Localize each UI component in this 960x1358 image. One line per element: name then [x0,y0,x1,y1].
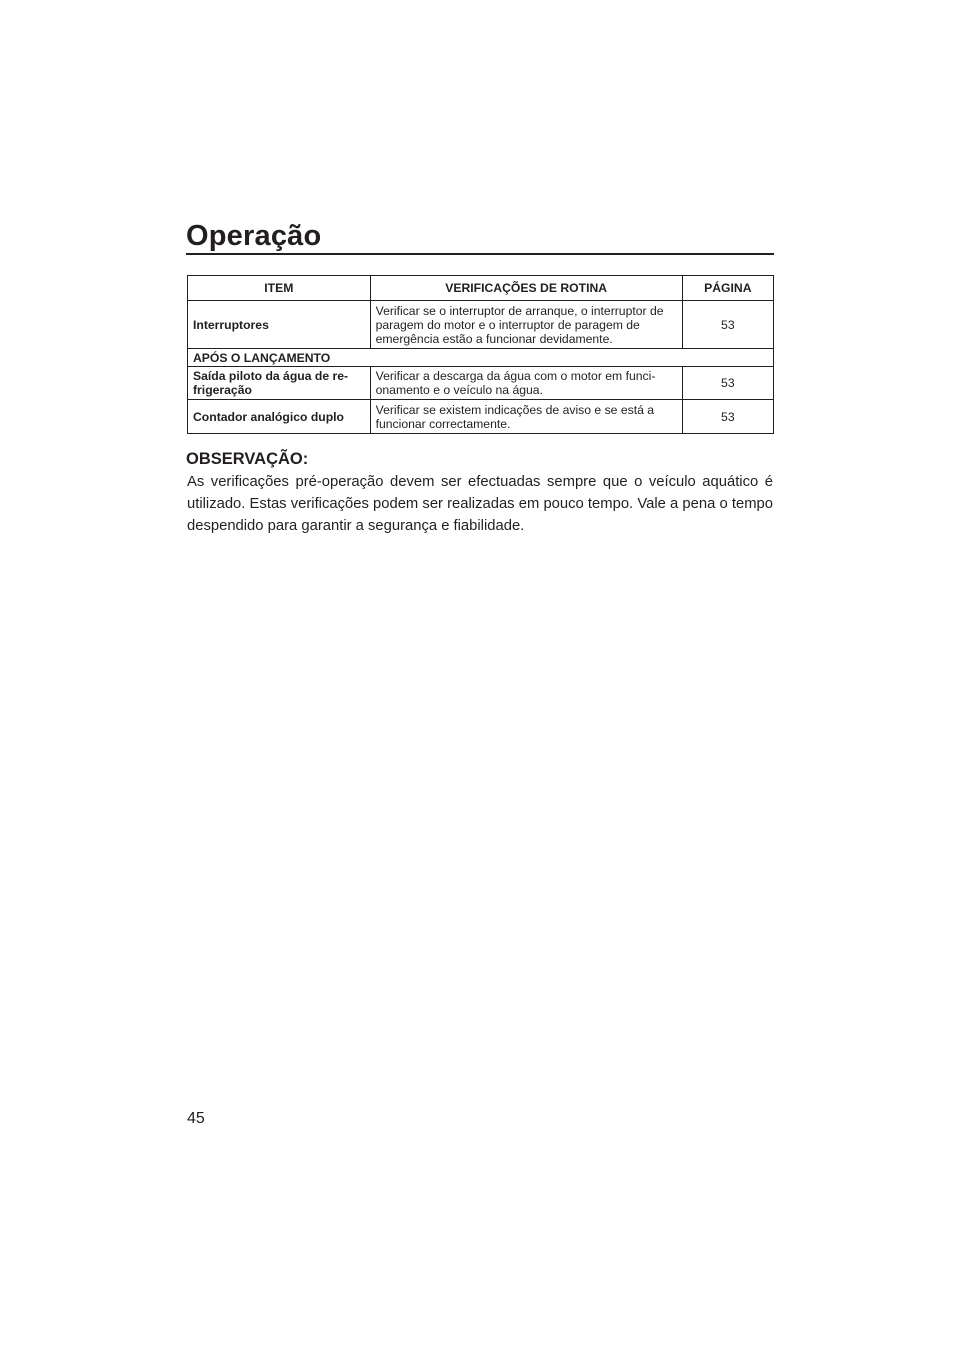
column-header-page: PÁGINA [682,276,773,301]
section-label: APÓS O LANÇAMENTO [188,349,774,367]
note-heading: OBSERVAÇÃO: [186,450,309,468]
row-check: Verificar a descarga da água com o motor em funci-onamento e o veículo na água. [370,367,682,400]
table-section-row [188,349,774,367]
row-page: 53 [682,367,773,400]
row-page: 53 [682,301,773,349]
row-page: 53 [682,400,773,434]
row-item: Saída piloto da água de re-frigeração [188,367,371,400]
row-check: Verificar se existem indicações de aviso e se está a funcionar correctamente. [370,400,682,434]
page-number: 45 [187,1110,205,1127]
note-paragraph: As verificações pré-operação devem ser efectuadas sempre que o veículo aquático é utilizado. Estas verificações podem ser realizadas em pouco tempo. Vale a pena o tempo despendido para garantir a segurança e fiabilidade. [187,474,773,534]
row-item: Interruptores [188,301,371,349]
routine-checks-table [187,275,774,434]
table-row [188,367,774,400]
title-divider [186,253,774,255]
page-title: Operação [186,220,322,252]
table-header-row [188,276,774,301]
table-row [188,400,774,434]
row-item: Contador analógico duplo [188,400,371,434]
column-header-checks: VERIFICAÇÕES DE ROTINA [370,276,682,301]
table-row [188,301,774,349]
column-header-item: ITEM [188,276,371,301]
row-check: Verificar se o interruptor de arranque, o interruptor de paragem do motor e o interruptor de paragem de emergência estão a funcionar devidamente. [370,301,682,349]
